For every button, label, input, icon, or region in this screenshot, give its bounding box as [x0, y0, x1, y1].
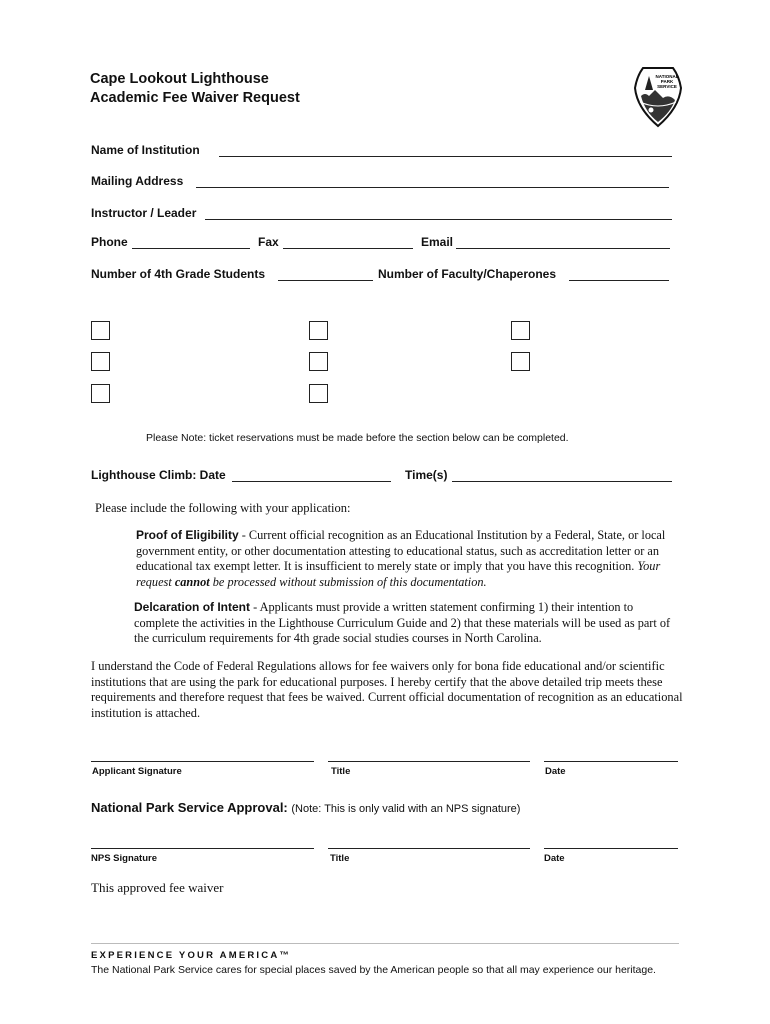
- approved-fee-waiver-text: This approved fee waiver: [91, 880, 224, 895]
- fax-label: Fax: [258, 235, 279, 249]
- proof-body: Current official recognition as an Educational Institution by a Federal, State, or local government entity, or other documentation attesting to educational status, such as accreditation letter or an educational tax exempt letter. It is insufficient to merely state or imply that you have this recognition.: [136, 528, 666, 573]
- nps-arrowhead-logo: [633, 66, 683, 128]
- applicant-signature-label: Applicant Signature: [92, 766, 182, 777]
- checkbox[interactable]: [511, 321, 530, 340]
- logo-text-2: PARK: [660, 79, 674, 84]
- logo-text-1: NATIONAL: [655, 74, 679, 79]
- checkbox[interactable]: [511, 352, 530, 371]
- students-input[interactable]: [278, 280, 373, 281]
- nps-approval-heading: [91, 800, 520, 815]
- institution-input[interactable]: [219, 156, 672, 157]
- reservation-note: Please Note: ticket reservations must be made before the section below can be completed.: [146, 432, 569, 444]
- email-input[interactable]: [456, 248, 670, 249]
- fax-input[interactable]: [283, 248, 413, 249]
- title-line-2: Academic Fee Waiver Request: [90, 90, 300, 106]
- climb-time-input[interactable]: [452, 481, 672, 482]
- nps-title-label: Title: [330, 853, 350, 864]
- checkbox[interactable]: [309, 352, 328, 371]
- footer-tagline: EXPERIENCE YOUR AMERICA™: [91, 950, 292, 961]
- applicant-title-input[interactable]: [328, 761, 530, 762]
- checkbox[interactable]: [309, 384, 328, 403]
- certification-text: I understand the Code of Federal Regulations allows for fee waivers only for bona fide educational and/or scientific institutions that are using the park for educational purposes. I hereby certify that the above detailed trip meets these requirements and therefore request that fees be waived. Current official documentation of recognition as an educational institution is attached.: [91, 659, 683, 720]
- declaration-of-intent-item: [134, 600, 674, 647]
- proof-of-eligibility-item: [136, 528, 676, 590]
- email-label: Email: [421, 235, 454, 249]
- intent-body: Applicants must provide a written statement confirming 1) their intention to complete the activities in the Lighthouse Curriculum Guide and 2) that these materials will be used as part of the curriculum requirements for 4th grade social studies courses in North Carolina.: [134, 600, 671, 645]
- institution-label: Name of Institution: [91, 143, 200, 157]
- applicant-date-input[interactable]: [544, 761, 678, 762]
- applicant-date-label: Date: [545, 766, 566, 777]
- climb-time-label: Time(s): [405, 468, 448, 482]
- proof-warning-a: Your request: [136, 559, 661, 589]
- nps-title-input[interactable]: [328, 848, 530, 849]
- checkbox[interactable]: [91, 352, 110, 371]
- nps-signature-input[interactable]: [91, 848, 314, 849]
- footer-divider: [91, 943, 679, 944]
- phone-input[interactable]: [132, 248, 250, 249]
- address-label: Mailing Address: [91, 174, 184, 188]
- nps-heading-text: National Park Service Approval:: [91, 800, 288, 815]
- proof-warning-b: cannot: [174, 574, 210, 589]
- applicant-title-label: Title: [331, 766, 351, 777]
- checkbox[interactable]: [91, 384, 110, 403]
- form-title: [90, 70, 300, 108]
- instructor-input[interactable]: [205, 219, 672, 220]
- proof-separator: -: [238, 528, 249, 542]
- intent-title: Delcaration of Intent: [134, 600, 251, 614]
- intent-separator: -: [250, 600, 260, 614]
- proof-warning-c: be processed without submission of this documentation.: [209, 574, 487, 589]
- footer-text: The National Park Service cares for special places saved by the American people so that all may experience our heritage.: [91, 964, 656, 976]
- faculty-label: Number of Faculty/Chaperones: [378, 267, 557, 281]
- nps-date-input[interactable]: [544, 848, 678, 849]
- nps-date-label: Date: [544, 853, 565, 864]
- phone-label: Phone: [91, 235, 128, 249]
- instructions-intro: Please include the following with your application:: [95, 501, 351, 515]
- nps-note: (Note: This is only valid with an NPS signature): [291, 803, 521, 815]
- checkbox[interactable]: [91, 321, 110, 340]
- title-line-1: Cape Lookout Lighthouse: [90, 71, 269, 87]
- nps-signature-label: NPS Signature: [91, 853, 157, 864]
- proof-title: Proof of Eligibility: [136, 528, 239, 542]
- applicant-signature-input[interactable]: [91, 761, 314, 762]
- faculty-input[interactable]: [569, 280, 669, 281]
- checkbox[interactable]: [309, 321, 328, 340]
- instructor-label: Instructor / Leader: [91, 206, 197, 220]
- address-input[interactable]: [196, 187, 669, 188]
- logo-text-3: SERVICE: [657, 84, 677, 89]
- climb-date-input[interactable]: [232, 481, 391, 482]
- students-label: Number of 4th Grade Students: [91, 267, 266, 281]
- climb-date-label: Lighthouse Climb: Date: [91, 468, 226, 482]
